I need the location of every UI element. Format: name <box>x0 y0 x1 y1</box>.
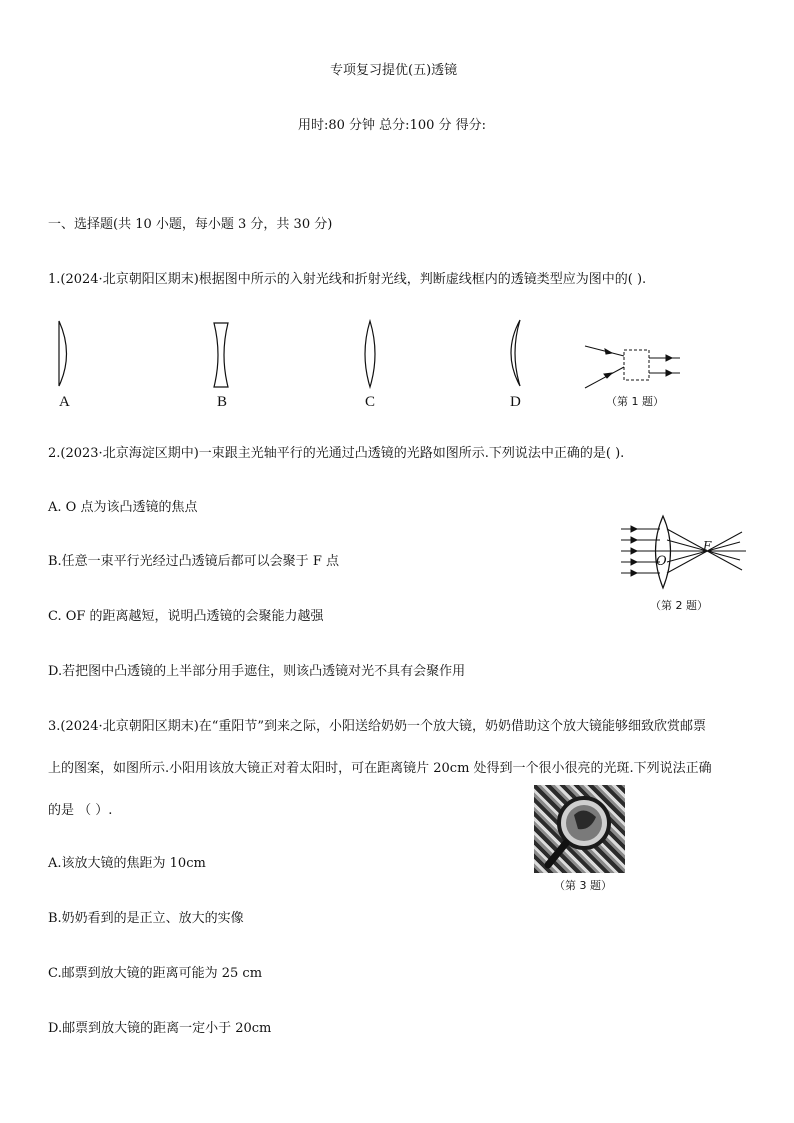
figure-2-caption: （第 2 题） <box>650 599 708 612</box>
figure-1-caption: （第 1 题） <box>606 395 664 408</box>
question-2-option-c: C. OF 的距离越短，说明凸透镜的会聚能力越强 <box>48 609 324 624</box>
lens-a-label: A <box>59 394 70 410</box>
figure-3-caption: （第 3 题） <box>554 879 612 892</box>
question-3-option-a: A.该放大镜的焦距为 10cm <box>48 856 206 871</box>
stamp-with-magnifier-photo <box>534 785 625 873</box>
question-2-option-b: B.任意一束平行光经过凸透镜后都可以会聚于 F 点 <box>48 554 339 569</box>
question-2-option-d: D.若把图中凸透镜的上半部分用手遮住，则该凸透镜对光不具有会聚作用 <box>48 664 466 679</box>
lens-b-label: B <box>217 394 228 410</box>
lens-c-label: C <box>365 394 376 410</box>
question-3-option-b: B.奶奶看到的是正立、放大的实像 <box>48 911 244 926</box>
question-3-stem-line-1: 3.(2024·北京朝阳区期末)在“重阳节”到来之际，小阳送给奶奶一个放大镜，奶奶借助这个放大镜能够细致欣赏邮票 <box>48 719 707 734</box>
question-3-option-d: D.邮票到放大镜的距离一定小于 20cm <box>48 1021 272 1036</box>
question-3-option-c: C.邮票到放大镜的距离可能为 25 cm <box>48 966 263 981</box>
page-title: 专项复习提优(五)透镜 <box>330 63 458 78</box>
point-f-label: F <box>703 539 712 553</box>
question-2-option-a: A. O 点为该凸透镜的焦点 <box>48 500 198 515</box>
question-2-stem: 2.(2023·北京海淀区期中)一束跟主光轴平行的光通过凸透镜的光路如图所示.下列说法中正确的是( ). <box>48 446 625 461</box>
question-3-stem-line-3: 的是 （ ）. <box>48 803 113 818</box>
question-1-stem: 1.(2024·北京朝阳区期末)根据图中所示的入射光线和折射光线，判断虚线框内的透镜类型应为图中的( ). <box>48 272 647 287</box>
question-3-stem-line-2: 上的图案，如图所示.小阳用该放大镜正对着太阳时，可在距离镜片 20cm 处得到一个很小很亮的光斑.下列说法正确 <box>48 761 712 776</box>
magnifier-icon <box>534 785 625 873</box>
section-heading: 一、选择题(共 10 小题，每小题 3 分，共 30 分) <box>48 217 333 232</box>
lens-d-label: D <box>510 394 521 410</box>
point-o-label: O <box>656 554 667 569</box>
exam-meta: 用时:80 分钟 总分:100 分 得分: <box>298 118 487 133</box>
